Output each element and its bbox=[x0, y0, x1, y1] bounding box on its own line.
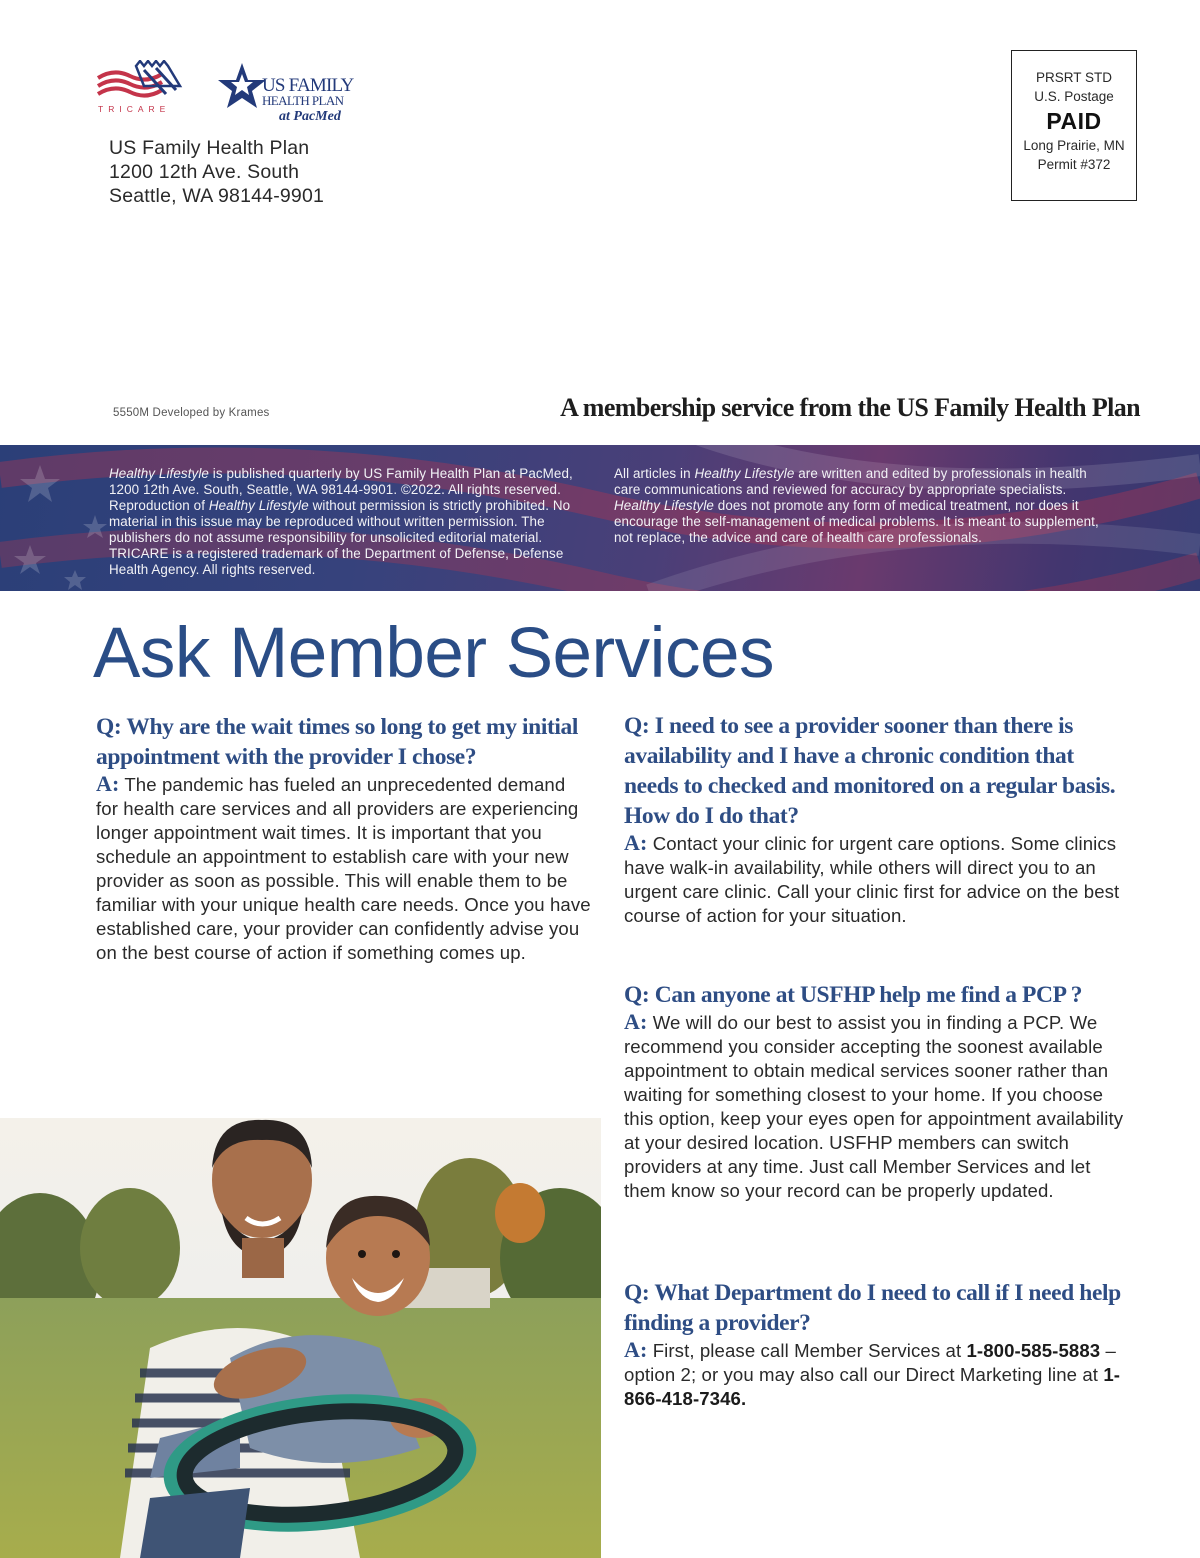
svg-text:HEALTH PLAN: HEALTH PLAN bbox=[262, 93, 344, 108]
answer: A: Contact your clinic for urgent care options. Some clinics have walk-in availability, while others will direct you to an urgent care clinic. Call your clinic first for advice on the best course of action for your situation. bbox=[624, 830, 1120, 926]
svg-text:TRICARE: TRICARE bbox=[98, 104, 171, 114]
question: Q: Why are the wait times so long to get my initial appointment with the provider I chose? bbox=[96, 714, 578, 770]
postage-indicia bbox=[1011, 50, 1137, 201]
page-title: Ask Member Services bbox=[93, 614, 774, 693]
qa-item bbox=[624, 711, 1124, 928]
address-line: Seattle, WA 98144-9901 bbox=[109, 185, 325, 207]
star-icon bbox=[218, 63, 266, 108]
logos bbox=[96, 60, 386, 126]
postage-line: Long Prairie, MN bbox=[1023, 138, 1125, 153]
postage-line: PRSRT STD bbox=[1035, 70, 1113, 85]
svg-text:US FAMILY: US FAMILY bbox=[262, 75, 354, 96]
qa-item bbox=[624, 1278, 1124, 1411]
question: Q: What Department do I need to call if I need help finding a provider? bbox=[624, 1280, 1121, 1336]
star-icon bbox=[14, 465, 107, 590]
svg-text:at PacMed: at PacMed bbox=[279, 109, 341, 124]
address-line: US Family Health Plan bbox=[109, 137, 310, 159]
postage-line: U.S. Postage bbox=[1034, 89, 1114, 104]
father-son-frisbee-photo bbox=[0, 1118, 601, 1558]
answer: A: First, please call Member Services at 1-800-585-5883 – option 2; or you may also call our Direct Marketing line at 1-866-418-7346. bbox=[624, 1337, 1121, 1409]
question: Q: I need to see a provider sooner than there is availability and I have a chronic condition that needs to checked and monitored on a regular basis. How do I do that? bbox=[624, 713, 1116, 829]
question: Q: Can anyone at USFHP help me find a PCP ? bbox=[624, 982, 1083, 1008]
phone-number: 1-800-585-5883 bbox=[966, 1340, 1101, 1361]
phone-number: 1-866-418-7346. bbox=[624, 1364, 1121, 1409]
developer-credit: 5550M Developed by Krames bbox=[113, 407, 270, 419]
postage-paid: PAID bbox=[1046, 108, 1102, 134]
legal-text-right: All articles in Healthy Lifestyle are written and edited by professionals in health care communications and reviewed for accuracy by appropriate specialists. Healthy Lifestyle does not promote any form of medical treatment, nor does it encourage the self-management of medical problems. It is meant to supplement, not replace, the advice and care of health care professionals. bbox=[614, 466, 1099, 545]
qa-item bbox=[96, 712, 592, 965]
photo-illustration bbox=[0, 1118, 601, 1558]
answer: A: We will do our best to assist you in finding a PCP. We recommend you consider accepting the soonest available appointment to obtain medical services sooner rather than waiting for something closest to your home. If you choose this option, keep your eyes open for appointment availability at your desired location. USFHP members can switch providers at any time. Just call Member Services and let them know so your record can be properly updated. bbox=[624, 1009, 1124, 1201]
answer: A: The pandemic has fueled an unprecedented demand for health care services and all providers are experiencing longer appointment wait times. It is important that you schedule an appointment to establish care with your new provider as soon as possible. This will enable them to be familiar with your unique health care needs. Once you have established care, your provider can confidently advise you on the best course of action if something comes up. bbox=[96, 771, 591, 963]
legal-text-left: Healthy Lifestyle is published quarterly by US Family Health Plan at PacMed, 1200 12th Ave. South, Seattle, WA 98144-9901. ©2022. All rights reserved. Reproduction of Healthy Lifestyle without permission is strictly prohibited. No material in this issue may be reproduced without written permission. The publishers do not assume responsibility for unsolicited editorial material. TRICARE is a registered trademark of the Department of Defense, Defense Health Agency. All rights reserved. bbox=[109, 466, 573, 577]
qa-item bbox=[624, 980, 1136, 1203]
address-line: 1200 12th Ave. South bbox=[109, 161, 300, 183]
tagline: A membership service from the US Family Health Plan bbox=[560, 393, 1140, 422]
return-address bbox=[109, 136, 324, 208]
tricare-logo bbox=[96, 60, 386, 126]
legal-banner bbox=[0, 445, 1200, 591]
postage-line: Permit #372 bbox=[1037, 157, 1111, 172]
